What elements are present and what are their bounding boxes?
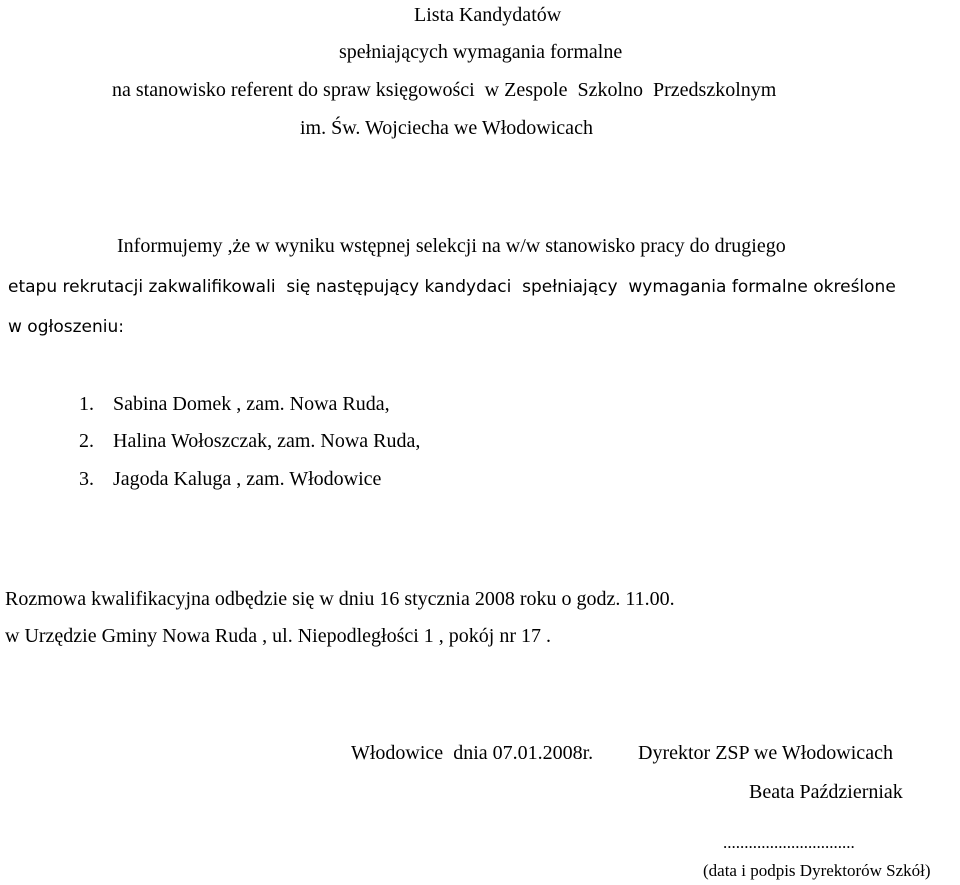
director-name: Beata Październiak bbox=[749, 781, 903, 803]
title-line-4: im. Św. Wojciecha we Włodowicach bbox=[300, 117, 593, 139]
candidate-number: 1. bbox=[79, 393, 94, 415]
candidate-entry: Halina Wołoszczak, zam. Nowa Ruda, bbox=[113, 430, 421, 452]
candidate-number: 2. bbox=[79, 430, 94, 452]
signature-dots: ............................... bbox=[723, 833, 855, 852]
intro-line-1: Informujemy ,że w wyniku wstępnej selekcji na w/w stanowisko pracy do drugiego bbox=[117, 235, 786, 257]
candidate-entry: Sabina Domek , zam. Nowa Ruda, bbox=[113, 393, 390, 415]
title-line-3: na stanowisko referent do spraw księgowości w Zespole Szkolno Przedszkolnym bbox=[112, 79, 777, 101]
interview-line-2: w Urzędzie Gminy Nowa Ruda , ul. Niepodległości 1 , pokój nr 17 . bbox=[5, 625, 552, 647]
title-line-1: Lista Kandydatów bbox=[414, 4, 562, 26]
signature-caption: (data i podpis Dyrektorów Szkół) bbox=[703, 861, 931, 880]
title-line-2: spełniających wymagania formalne bbox=[339, 41, 623, 63]
interview-line-1: Rozmowa kwalifikacyjna odbędzie się w dniu 16 stycznia 2008 roku o godz. 11.00. bbox=[5, 588, 675, 610]
intro-line-3: w ogłoszeniu: bbox=[8, 317, 124, 337]
candidate-number: 3. bbox=[79, 468, 94, 490]
place-date: Włodowice dnia 07.01.2008r. bbox=[351, 742, 594, 764]
candidate-entry: Jagoda Kaluga , zam. Włodowice bbox=[113, 468, 382, 490]
intro-line-2: etapu rekrutacji zakwalifikowali się następujący kandydaci spełniający wymagania formalne określone bbox=[8, 277, 896, 297]
director-title: Dyrektor ZSP we Włodowicach bbox=[638, 742, 893, 764]
